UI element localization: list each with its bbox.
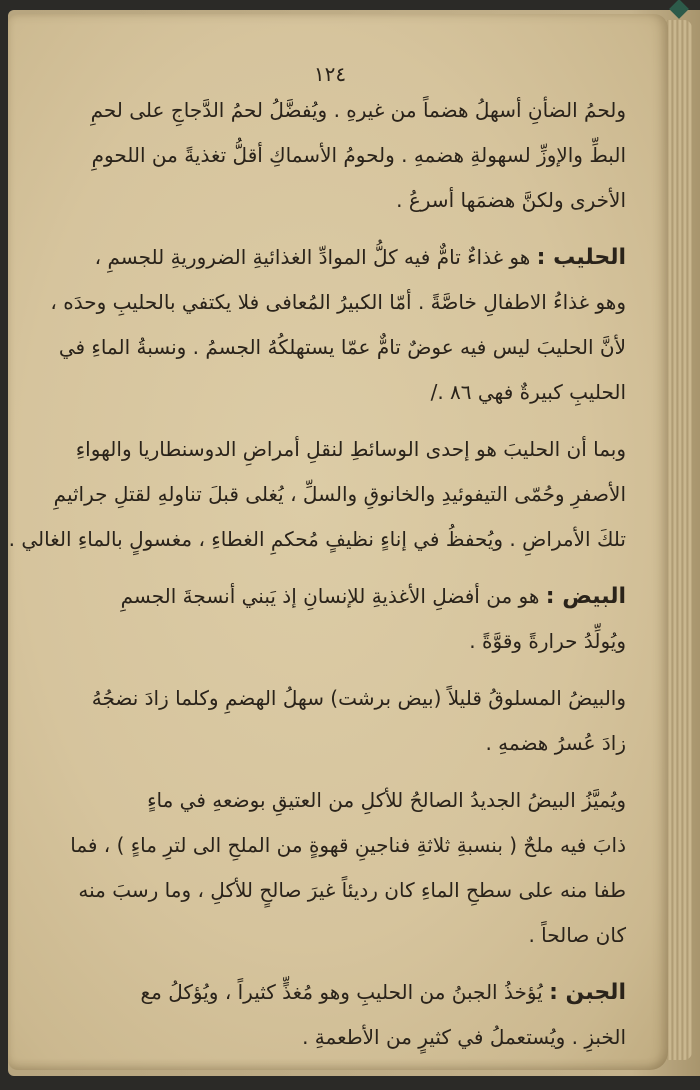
text-line: الحليبِ كبيرةٌ فهي ٨٦ ./	[430, 380, 626, 404]
text-line: زادَ عُسرُ هضمهِ .	[485, 731, 626, 755]
text-line: طفا منه على سطحِ الماءِ كان رديئاً غيرَ صالحٍ للأكلِ ، وما رسبَ منه	[78, 878, 626, 902]
text-line: والبيضُ المسلوقُ قليلاً (بيض برشت) سهلُ الهضمِ وكلما زادَ نضجُهُ	[91, 686, 626, 710]
text-line: وبما أن الحليبَ هو إحدى الوسائطِ لنقلِ أمراضِ الدوسنطاريا والهواءِ	[75, 437, 626, 461]
text-line: ويُميَّزُ البيضُ الجديدُ الصالحُ للأكلِ من العتيقِ بوضعهِ في ماءٍ	[147, 788, 626, 812]
text-line: تلكَ الأمراضِ . ويُحفظُ في إناءٍ نظيفٍ مُحكمِ الغطاءِ ، مغسولٍ بالماءِ الغالي .	[8, 527, 626, 551]
text-line: ولحمُ الضأنِ أسهلُ هضماً من غيرهِ . ويُفضَّلُ لحمُ الدَّجاجِ على لحمِ	[90, 98, 626, 122]
text-line	[26, 574, 626, 619]
text-line: ذابَ فيه ملحٌ ( بنسبةِ ثلاثةِ فناجينِ قهوةٍ من الملحِ الى لترِ ماءٍ ) ، فما	[70, 833, 626, 857]
section-term-eggs: البيض :	[545, 584, 626, 609]
text-span: هو غذاءٌ تامٌّ فيه كلُّ الموادِّ الغذائيةِ الضروريةِ للجسمِ ،	[94, 245, 537, 269]
text-line: الأخرى ولكنَّ هضمَها أسرعُ .	[396, 188, 626, 212]
text-line	[26, 970, 626, 1015]
page-number: ١٢٤	[313, 62, 347, 86]
text-line	[26, 235, 626, 280]
text-line: لأنَّ الحليبَ ليس فيه عوضٌ تامٌّ عمّا يستهلكُهُ الجسمُ . ونسبةُ الماءِ في	[58, 335, 626, 359]
text-line: كان صالحاً .	[528, 923, 626, 947]
text-span: هو من أفضلِ الأغذيةِ للإنسانِ إذ يَبني أنسجةَ الجسمِ	[120, 584, 546, 608]
text-line: ويُولِّدُ حرارةً وقوَّةً .	[469, 629, 626, 653]
text-line: وهو غذاءُ الاطفالِ خاصَّةً . أمّا الكبيرُ المُعافى فلا يكتفي بالحليبِ وحدَه ،	[50, 290, 626, 314]
text-line: الخبزِ . ويُستعملُ في كثيرٍ من الأطعمةِ .	[302, 1025, 626, 1049]
text-line: الأصفرِ وحُمّى التيفوئيدِ والخانوقِ والسلِّ ، يُغلى قبلَ تناولهِ لقتلِ جراثيمِ	[53, 482, 626, 506]
text-span: يُؤخذُ الجبنُ من الحليبِ وهو مُغذٍّ كثيراً ، ويُؤكلُ مع	[140, 980, 550, 1004]
page-leaves	[664, 20, 692, 1060]
section-term-cheese: الجبن :	[549, 980, 626, 1005]
text-line: البطِّ والإوزِّ لسهولةِ هضمهِ . ولحومُ الأسماكِ أقلُّ تغذيةً من اللحومِ	[91, 143, 626, 167]
page-text	[8, 58, 626, 1060]
section-term-milk: الحليب :	[536, 245, 626, 270]
